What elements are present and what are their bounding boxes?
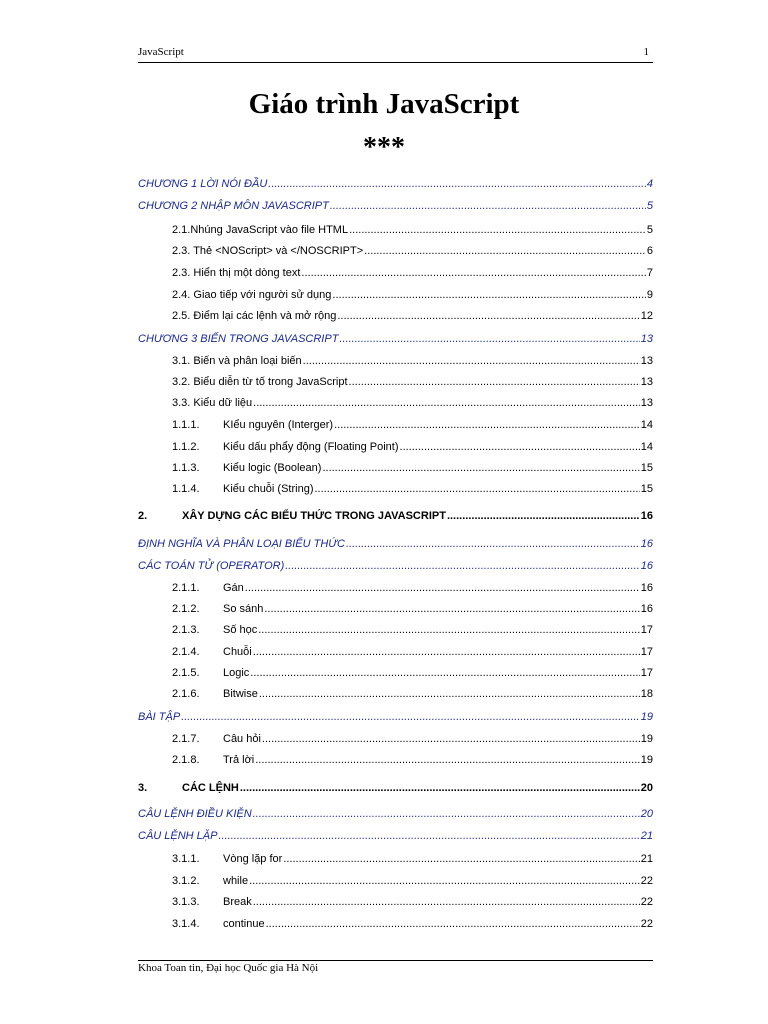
toc-dot-leader — [250, 665, 639, 681]
toc-entry-number: 2.1.1. — [172, 582, 200, 594]
toc-entry[interactable] — [172, 731, 653, 747]
toc-entry-page: 17 — [640, 624, 653, 636]
toc-entry-page: 21 — [640, 830, 653, 842]
toc-entry-number: 3. — [138, 782, 148, 794]
toc-entry-title: CHƯƠNG 2 NHẬP MÔN JAVASCRIPT — [138, 200, 329, 212]
toc-entry-page: 17 — [640, 667, 653, 679]
toc-entry-page: 18 — [640, 688, 653, 700]
toc-entry-page: 16 — [640, 560, 653, 572]
header-rule — [138, 62, 653, 63]
toc-entry-title: while — [223, 875, 249, 887]
footer-rule — [138, 960, 653, 961]
toc-dot-leader — [181, 709, 640, 725]
toc-dot-leader — [245, 580, 640, 596]
header-page-number: 1 — [643, 46, 649, 58]
toc-dot-leader — [253, 395, 640, 411]
toc-dot-leader — [303, 353, 640, 369]
toc-entry[interactable] — [172, 439, 653, 455]
toc-entry-page: 19 — [640, 733, 653, 745]
toc-entry-title: BÀI TẬP — [138, 711, 181, 723]
toc-dot-leader — [266, 916, 640, 932]
toc-entry-page: 22 — [640, 918, 653, 930]
toc-entry-page: 9 — [646, 289, 653, 301]
toc-entry[interactable] — [172, 481, 653, 497]
toc-entry-page: 5 — [646, 200, 653, 212]
toc-entry-page: 16 — [640, 603, 653, 615]
toc-entry[interactable] — [138, 780, 653, 796]
toc-dot-leader — [349, 374, 640, 390]
toc-dot-leader — [240, 780, 640, 796]
toc-entry[interactable] — [172, 287, 653, 303]
toc-entry-title: 2.3. Thẻ <NOScript> và </NOSCRIPT> — [172, 245, 364, 257]
toc-entry[interactable] — [138, 536, 653, 552]
toc-dot-leader — [337, 308, 639, 324]
toc-entry[interactable] — [138, 198, 653, 214]
toc-dot-leader — [334, 417, 640, 433]
toc-entry-page: 19 — [640, 711, 653, 723]
toc-entry-number: 2.1.2. — [172, 603, 200, 615]
toc-entry-title: CÂU LỆNH ĐIỀU KIỆN — [138, 808, 252, 820]
toc-entry-title: Gán — [223, 582, 244, 594]
toc-dot-leader — [400, 439, 640, 455]
toc-entry[interactable] — [172, 894, 653, 910]
toc-entry-title: So sánh — [223, 603, 264, 615]
toc-dot-leader — [264, 601, 639, 617]
toc-entry-title: CÁC LỆNH — [182, 782, 239, 794]
toc-entry-title: 2.3. Hiển thị một dòng text — [172, 267, 301, 279]
toc-entry-page: 16 — [640, 538, 653, 550]
toc-entry-title: CHƯƠNG 3 BIẾN TRONG JAVASCRIPT — [138, 333, 339, 345]
toc-entry-page: 5 — [646, 224, 653, 236]
toc-entry[interactable] — [172, 243, 653, 259]
toc-entry-number: 2.1.6. — [172, 688, 200, 700]
toc-entry-title: Vòng lặp for — [223, 853, 283, 865]
toc-entry[interactable] — [172, 417, 653, 433]
toc-dot-leader — [262, 731, 640, 747]
toc-entry[interactable] — [138, 176, 653, 192]
toc-entry-page: 13 — [640, 333, 653, 345]
toc-entry-page: 17 — [640, 646, 653, 658]
toc-entry[interactable] — [172, 460, 653, 476]
toc-entry-number: 3.1.4. — [172, 918, 200, 930]
toc-dot-leader — [285, 558, 640, 574]
page-header — [138, 46, 653, 62]
toc-entry-title: 2.4. Giao tiếp với người sử dụng — [172, 289, 332, 301]
toc-entry-number: 3.1.3. — [172, 896, 200, 908]
toc-dot-leader — [255, 752, 640, 768]
toc-entry[interactable] — [172, 395, 653, 411]
toc-dot-leader — [283, 851, 639, 867]
toc-dot-leader — [268, 176, 646, 192]
toc-entry[interactable] — [172, 601, 653, 617]
toc-entry-title: 3.2. Biểu diễn từ tố trong JavaScript — [172, 376, 348, 388]
toc-dot-leader — [364, 243, 646, 259]
toc-entry-page: 16 — [640, 582, 653, 594]
toc-entry-page: 19 — [640, 754, 653, 766]
toc-entry[interactable] — [172, 644, 653, 660]
toc-entry-number: 3.1.2. — [172, 875, 200, 887]
toc-entry-number: 3.1.1. — [172, 853, 200, 865]
toc-entry-title: 3.3. Kiểu dữ liệu — [172, 397, 253, 409]
toc-dot-leader — [301, 265, 645, 281]
toc-entry-page: 14 — [640, 419, 653, 431]
toc-dot-leader — [339, 331, 639, 347]
toc-entry-page: 22 — [640, 875, 653, 887]
toc-entry[interactable] — [172, 222, 653, 238]
toc-entry-page: 7 — [646, 267, 653, 279]
toc-entry-title: 2.1.Nhúng JavaScript vào file HTML — [172, 224, 349, 236]
toc-dot-leader — [349, 222, 646, 238]
toc-entry-page: 13 — [640, 376, 653, 388]
toc-entry-page: 14 — [640, 441, 653, 453]
toc-entry-title: continue — [223, 918, 265, 930]
toc-dot-leader — [253, 806, 640, 822]
toc-dot-leader — [330, 198, 646, 214]
toc-entry[interactable] — [138, 331, 653, 347]
header-title: JavaScript — [138, 46, 184, 58]
toc-entry-title: ĐỊNH NGHĨA VÀ PHÂN LOẠI BIỂU THỨC — [138, 538, 345, 550]
toc-entry[interactable] — [138, 806, 653, 822]
toc-entry-title: 3.1. Biến và phân loại biến — [172, 355, 302, 367]
toc-entry[interactable] — [172, 353, 653, 369]
toc-entry-title: CHƯƠNG 1 LỜI NÓI ĐẦU — [138, 178, 268, 190]
toc-entry-page: 13 — [640, 355, 653, 367]
toc-entry-number: 2.1.4. — [172, 646, 200, 658]
toc-entry-number: 1.1.3. — [172, 462, 200, 474]
toc-entry-title: CÁC TOÁN TỬ (OPERATOR) — [138, 560, 285, 572]
toc-entry-title: Trả lời — [223, 754, 255, 766]
toc-entry[interactable] — [172, 686, 653, 702]
toc-entry-title: Câu hỏi — [223, 733, 261, 745]
toc-entry-page: 16 — [640, 510, 653, 522]
toc-entry[interactable] — [172, 622, 653, 638]
toc-entry[interactable] — [138, 508, 653, 524]
toc-entry-title: Số học — [223, 624, 258, 636]
toc-dot-leader — [258, 622, 640, 638]
toc-entry-page: 22 — [640, 896, 653, 908]
toc-entry-page: 21 — [640, 853, 653, 865]
toc-dot-leader — [332, 287, 645, 303]
toc-entry-page: 6 — [646, 245, 653, 257]
toc-entry-title: Kiểu chuỗi (String) — [223, 483, 314, 495]
toc-entry-page: 20 — [640, 808, 653, 820]
toc-entry-number: 2. — [138, 510, 148, 522]
toc-dot-leader — [249, 873, 640, 889]
document-title: Giáo trình JavaScript — [248, 88, 520, 120]
toc-entry[interactable] — [172, 851, 653, 867]
title-ornament: *** — [363, 132, 405, 163]
toc-entry-title: Kiểu dấu phẩy động (Floating Point) — [223, 441, 399, 453]
toc-entry-page: 15 — [640, 483, 653, 495]
toc-entry[interactable] — [172, 916, 653, 932]
toc-entry-number: 2.1.3. — [172, 624, 200, 636]
toc-entry-page: 13 — [640, 397, 653, 409]
toc-dot-leader — [447, 508, 640, 524]
toc-entry[interactable] — [172, 752, 653, 768]
toc-entry[interactable] — [138, 709, 653, 725]
toc-entry[interactable] — [172, 374, 653, 390]
toc-entry[interactable] — [172, 873, 653, 889]
toc-dot-leader — [315, 481, 640, 497]
toc-entry-page: 4 — [646, 178, 653, 190]
toc-dot-leader — [259, 686, 640, 702]
toc-entry[interactable] — [138, 828, 653, 844]
toc-entry-number: 1.1.4. — [172, 483, 200, 495]
toc-entry-title: 2.5. Điểm lại các lệnh và mở rộng — [172, 310, 337, 322]
toc-entry-title: Logic — [223, 667, 250, 679]
toc-dot-leader — [346, 536, 640, 552]
toc-entry-page: 15 — [640, 462, 653, 474]
page-footer: Khoa Toan tin, Đại học Quốc gia Hà Nội — [138, 962, 319, 974]
toc-entry-title: Kiểu logic (Boolean) — [223, 462, 322, 474]
toc-entry-title: CÂU LỆNH LẶP — [138, 830, 218, 842]
toc-entry-title: XÂY DỰNG CÁC BIỂU THỨC TRONG JAVASCRIPT — [182, 510, 446, 522]
toc-entry-number: 1.1.1. — [172, 419, 200, 431]
toc-entry-number: 1.1.2. — [172, 441, 200, 453]
toc-entry-number: 2.1.5. — [172, 667, 200, 679]
toc-entry[interactable] — [138, 558, 653, 574]
toc-entry-page: 20 — [640, 782, 653, 794]
toc-dot-leader — [253, 894, 640, 910]
toc-dot-leader — [253, 644, 640, 660]
toc-entry[interactable] — [172, 580, 653, 596]
toc-entry-title: Chuỗi — [223, 646, 252, 658]
toc-entry-title: Break — [223, 896, 252, 908]
toc-entry-title: Bitwise — [223, 688, 258, 700]
toc-entry-title: KIểu nguyên (Interger) — [223, 419, 334, 431]
toc-entry-number: 2.1.8. — [172, 754, 200, 766]
toc-dot-leader — [322, 460, 639, 476]
toc-entry[interactable] — [172, 665, 653, 681]
toc-dot-leader — [218, 828, 639, 844]
toc-entry-page: 12 — [640, 310, 653, 322]
toc-entry[interactable] — [172, 265, 653, 281]
toc-entry-number: 2.1.7. — [172, 733, 200, 745]
toc-entry[interactable] — [172, 308, 653, 324]
